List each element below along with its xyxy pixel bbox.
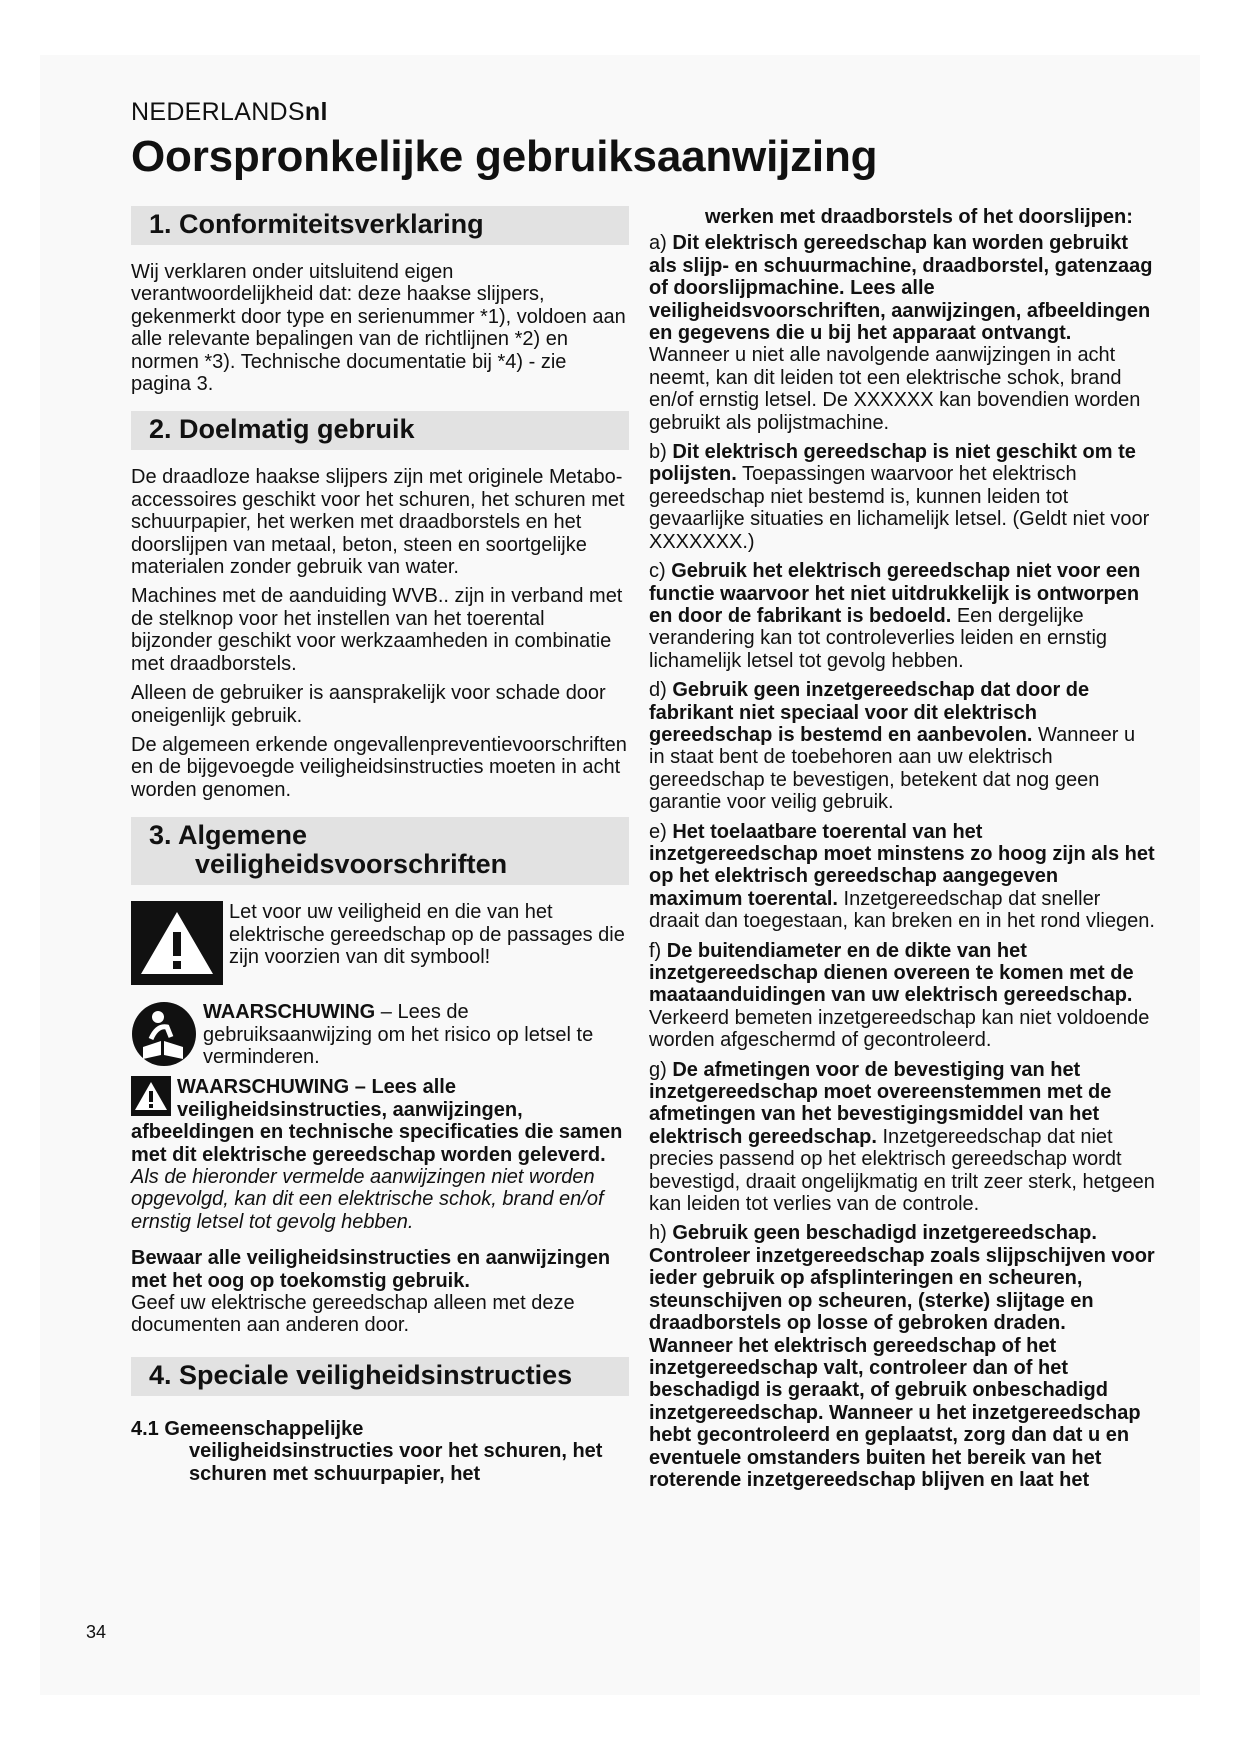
page-title: Oorspronkelijke gebruiksaanwijzing xyxy=(131,132,878,181)
safety-item: f) De buitendiameter en de dikte van het inzetgereedschap dienen overeen te komen met de maataanduidingen van uw elektrisch gereedschap. Verkeerd bemeten inzetgereedschap kan niet voldoende worden afgeschermd of gecontroleerd. xyxy=(649,939,1150,1052)
section-heading-special-safety: 4. Speciale veiligheidsinstructies xyxy=(131,1357,629,1396)
page-number: 34 xyxy=(86,1622,107,1642)
conformity-text: Wij verklaren onder uitsluitend eigen verantwoordelijkheid dat: deze haakse slijpers, gekenmerkt door type en serienummer *1), voldoen aan alle relevante bepalingen van de richtlijnen *2) en normen *3). Technische documentatie bij *4) - zie pagina 3. xyxy=(131,261,626,396)
safety-item: b) Dit elektrisch gereedschap is niet geschikt om te polijsten. Toepassingen waarvoor het elektrisch gereedschap niet bestemd is, kunnen leiden tot gevaarlijke situaties en lichamelijk letsel. (Geldt niet voor XXXXXXX.) xyxy=(649,441,1150,553)
intended-use-paragraph: Alleen de gebruiker is aansprakelijk voor schade door oneigenlijk gebruik. xyxy=(131,682,606,727)
keep-instructions: Bewaar alle veiligheidsinstructies en aanwijzingen met het oog op toekomstig gebruik. Geef uw elektrische gereedschap alleen met deze documenten aan anderen door. xyxy=(131,1247,611,1337)
section-heading-conformity: 1. Conformiteitsverklaring xyxy=(131,206,629,245)
intended-use-paragraph: De draadloze haakse slijpers zijn met originele Metabo-accessoires geschikt voor het schuren, het schuren met schuurpapier, het werken met draadborstels en het doorslijpen van metaal, beton, steen en soortgelijke materialen zonder gebruik van water. xyxy=(131,466,625,579)
all-instructions-warning: WAARSCHUWING – Lees alle veiligheidsinstructies, aanwijzingen, afbeeldingen en technische specificaties die samen met dit elektrische gereedschap worden geleverd. Als de hieronder vermelde aanwijzingen niet worden opgevolgd, kan dit een elektrische schok, brand en/of ernstig letsel tot gevolg hebben. xyxy=(131,1076,623,1233)
symbol-note-text: Let voor uw veiligheid en die van het elektrische gereedschap op de passages die zijn voorzien van dit symbool! xyxy=(229,901,625,968)
left-column xyxy=(131,206,629,1485)
safety-item: e) Het toelaatbare toerental van het inzetgereedschap moet minstens zo hoog zijn als het op het elektrisch gereedschap aangegeven maximum toerental. Inzetgereedschap dat sneller draait dan toegestaan, kan breken en in het rond vliegen. xyxy=(649,820,1155,933)
intended-use-paragraph: Machines met de aanduiding WVB.. zijn in verband met de stelknop voor het instellen van het toerental bijzonder geschikt voor werkzaamheden in combinatie met draadborstels. xyxy=(131,585,623,675)
read-manual-warning: WAARSCHUWING – Lees de gebruiksaanwijzing om het risico op letsel te verminderen. xyxy=(131,1001,629,1068)
section-heading-intended-use: 2. Doelmatig gebruik xyxy=(131,411,629,450)
intended-use-paragraph: De algemeen erkende ongevallenpreventievoorschriften en de bijgevoegde veiligheidsinstructies moeten in acht worden genomen. xyxy=(131,733,627,801)
safety-item: c) Gebruik het elektrisch gereedschap niet voor een functie waarvoor het niet uitdrukkelijk is ontworpen en door de fabrikant is bedoeld. Een dergelijke verandering kan tot controleverlies leiden en ernstig lichamelijk letsel tot gevolg hebben. xyxy=(649,560,1141,672)
safety-item: d) Gebruik geen inzetgereedschap dat door de fabrikant niet speciaal voor dit elektrisch gereedschap is bestemd en aanbevolen. Wanneer u in staat bent de toebehoren aan uw elektrisch gereedschap te bevestigen, betekent dat nog geen garantie voor veilig gebruik. xyxy=(649,679,1136,814)
warning-triangle-icon xyxy=(131,901,223,985)
warning-triangle-icon xyxy=(131,1076,171,1116)
safety-item: h) Gebruik geen beschadigd inzetgereedschap. Controleer inzetgereedschap zoals slijpschijven voor ieder gebruik op afsplinteringen en scheuren, steunschijven op scheuren, (sterke) slijtage en draadborstels op losse of gebroken draden. Wanneer het elektrisch gereedschap of het inzetgereedschap valt, controleer dan of het beschadigd is geraakt, of gebruik onbeschadigd inzetgereedschap. Wanneer u het inzetgereedschap hebt gecontroleerd en geplaatst, zorg dan dat u en eventuele omstanders buiten het bereik van het roterende inzetgereedschap blijven en laat het xyxy=(649,1222,1155,1491)
safety-item: g) De afmetingen voor de bevestiging van het inzetgereedschap moet overeenstemmen met de afmetingen van het bevestigingsmiddel van het elektrisch gereedschap. Inzetgereedschap dat niet precies passend op het elektrisch gereedschap wordt bevestigd, draait ongelijkmatig en trilt zeer sterk, hetgeen kan leiden tot verlies van de controle. xyxy=(649,1058,1155,1216)
language-label: NEDERLANDSnl xyxy=(131,98,328,126)
read-manual-icon xyxy=(131,1001,197,1067)
continued-subsection-heading: werken met draadborstels of het doorslijpen: xyxy=(705,206,1133,228)
section-heading-general-safety: 3. Algemene veiligheidsvoorschriften xyxy=(131,817,629,885)
safety-item: a) Dit elektrisch gereedschap kan worden gebruikt als slijp- en schuurmachine, draadborstel, gatenzaag of doorslijpmachine. Lees alle veiligheidsvoorschriften, aanwijzingen, afbeeldingen en gegevens die u bij het apparaat ontvangt. Wanneer u niet alle navolgende aanwijzingen in acht neemt, kan dit leiden tot een elektrische schok, brand en/of ernstig letsel. De XXXXXX kan bovendien worden gebruikt als polijstmachine. xyxy=(649,232,1153,434)
right-column xyxy=(649,206,1155,1498)
symbol-note xyxy=(131,901,629,985)
subsection-heading: 4.1 Gemeenschappelijke veiligheidsinstructies voor het schuren, het schuren met schuurpapier, het xyxy=(131,1417,603,1485)
